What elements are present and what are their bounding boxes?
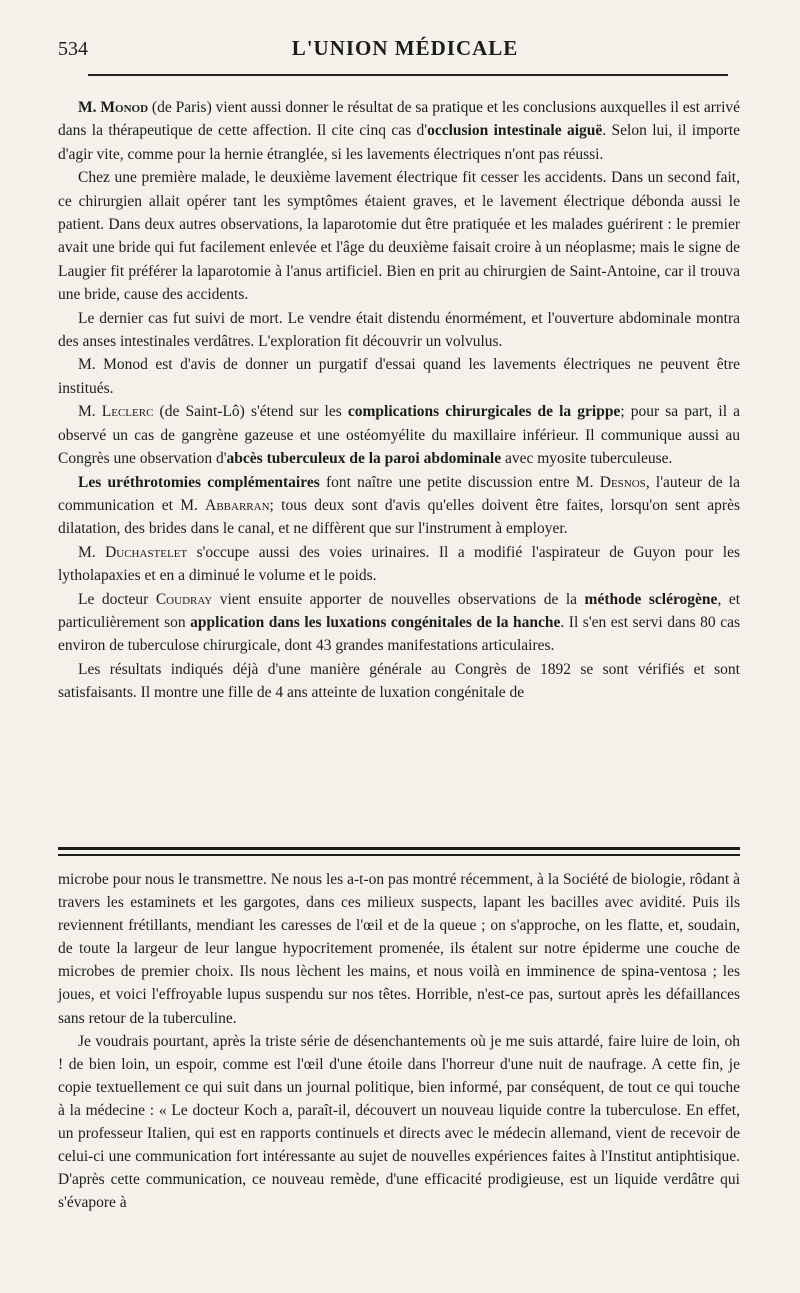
paragraph [58, 96, 740, 166]
text-run: ; tous deux sont d'avis qu'elles doivent être faites, lorsqu'on sent après dilatation, des brides dans le canal, et ne diffèrent que sur l'instrument à employer. [58, 496, 740, 538]
bold-term: méthode sclérogène [584, 590, 718, 608]
page-header [58, 34, 752, 64]
text-run: avec myosite tuberculeuse. [501, 450, 673, 468]
text-run: font naître une petite discussion entre M. [319, 473, 600, 491]
author-name: M. Monod [78, 99, 149, 116]
author-name: Coudray [155, 590, 213, 608]
text-run: s'occupe aussi des voies urinaires. Il a modifié l'aspirateur de Guyon pour les lytholapaxies et en a diminué le volume et le poids. [58, 543, 740, 585]
text-run: M. [78, 543, 106, 561]
paragraph: Le dernier cas fut suivi de mort. Le vendre était distendu énormément, et l'ouverture abdominale montra des anses intestinales verdâtres. L'exploration fit découvrir un volvulus. [58, 309, 740, 351]
page-number: 534 [58, 38, 88, 60]
paragraph: microbe pour nous le transmettre. Ne nous les a-t-on pas montré récemment, à la Société de biologie, rôdant à travers les estaminets et les gargotes, dans ces milieux suspects, lapant les bacilles avec avidité. Puis ils reviennent frétillants, mendiant les caresses de l'œil et de la queue ; on s'approche, on les flatte, et, soudain, de toute la largeur de leur langue hypocritement promenée, ils étalent sur notre épiderme une couche de microbes de premier choix. Ils nous lèchent les mains, et nous voilà en imminence de spina-ventosa ; les joues, et voici l'effroyable lupus suspendu sur nos têtes. Horrible, n'est-ce pas, surtout après les défaillances sans retour de la tuberculine. [58, 871, 740, 1027]
author-name: Desnos [599, 473, 646, 491]
author-name: Duchastelet [105, 543, 188, 561]
paragraph [58, 541, 740, 588]
text-run: . Il s'en est servi dans 80 cas environ de tuberculose chirurgicale, dont 43 grandes manifestations articulaires. [58, 613, 740, 655]
article-body [58, 96, 740, 705]
paragraph [58, 471, 740, 541]
text-run: ; pour sa part, il a observé un cas de gangrène gazeuse et une ostéomyélite du maxillaire inférieur. Il communique aussi au Congrès une observation d' [58, 403, 740, 468]
author-name: Abbarran [205, 496, 270, 514]
bold-term: occlusion intestinale aiguë [427, 122, 603, 140]
paragraph: Les résultats indiqués déjà d'une manière générale au Congrès de 1892 se sont vérifiés et sont satisfaisants. Il montre une fille de 4 ans atteinte de luxation congénitale de [58, 660, 740, 702]
text-run: . Selon lui, il importe d'agir vite, comme pour la hernie étranglée, si les lavements électriques n'ont pas réussi. [58, 122, 741, 163]
bold-term: complications chirurgicales de la grippe [347, 403, 621, 421]
feuilleton-divider [58, 847, 740, 856]
paragraph: Chez une première malade, le deuxième lavement électrique fit cesser les accidents. Dans un second fait, ce chirurgien allait opérer tant les symptômes étaient graves, et le lavement électrique débonda aussi le patient. Dans deux autres observations, la laparotomie dut être pratiquée et les malades guérirent : le premier avait une bride qui fut facilement enlevée et l'âge du deuxième faisait croire à un néoplasme; mais le signe de Laugier fit préférer la laparotomie à l'anus artificiel. Bien en prit au chirurgien de Saint-Antoine, car il trouva une bride, cause des accidents. [58, 169, 740, 304]
bold-term: application dans les luxations congénitales de la hanche [190, 613, 561, 631]
bold-term: Les uréthrotomies complémentaires [78, 473, 320, 491]
bold-term: abcès tuberculeux de la paroi abdominale [226, 450, 502, 468]
header-rule [88, 74, 728, 76]
paragraph [58, 588, 740, 658]
author-name: Leclerc [101, 403, 154, 421]
text-run: M. [78, 403, 102, 421]
text-run: (de Paris) vient aussi donner le résultat de sa pratique et les conclusions auxquelles il est arrivé dans la thérapeutique de cette affection. Il cite cinq cas d' [58, 99, 741, 140]
text-run: vient ensuite apporter de nouvelles observations de la [212, 590, 585, 608]
journal-title: L'UNION MÉDICALE [291, 36, 519, 60]
paragraph: M. Monod est d'avis de donner un purgatif d'essai quand les lavements électriques ne peuvent être institués. [58, 356, 740, 397]
text-run: Le docteur [78, 590, 156, 608]
text-run: (de Saint-Lô) s'étend sur les [153, 403, 348, 421]
paragraph: Je voudrais pourtant, après la triste série de désenchantements où je me suis attardé, faire luire de loin, oh ! de bien loin, un espoir, comme est l'œil d'une étoile dans l'horreur d'une nuit de naufrage. A cette fin, je copie textuellement ce qui suit dans un journal politique, bien informé, par conséquent, de tout ce qui touche à la médecine : « Le docteur Koch a, paraît-il, découvert un nouveau liquide contre la tuberculose. En effet, un professeur Italien, qui est en rapports continuels et directs avec le médecin allemand, vient de recevoir de celui-ci une communication fort intéressante au sujet de nouvelles expériences faites à l'Institut antiphtisique. D'après cette communication, ce nouveau remède, d'une efficacité prodigieuse, est un liquide verdâtre qui s'évapore à [58, 1032, 740, 1212]
paragraph [58, 400, 740, 470]
text-run: , et particulièrement son [58, 590, 741, 631]
feuilleton-body [58, 868, 740, 1214]
text-run: , l'auteur de la communication et M. [58, 473, 740, 514]
